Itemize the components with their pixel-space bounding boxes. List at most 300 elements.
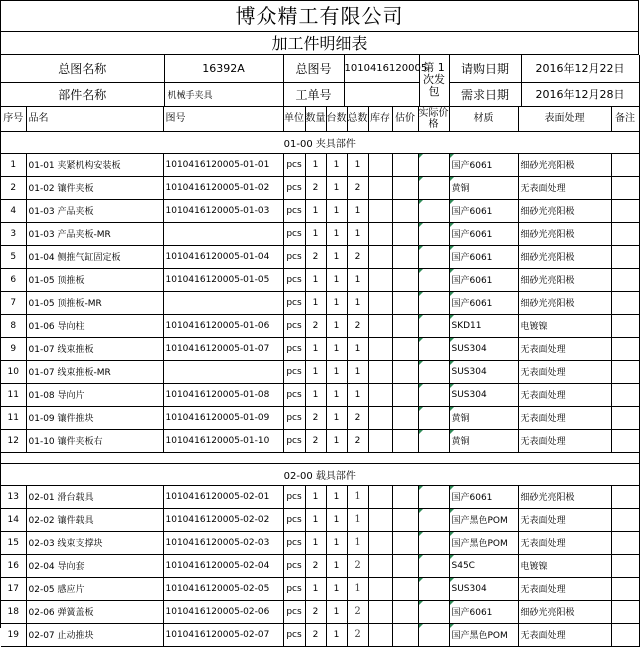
row-remark[interactable]	[611, 623, 639, 646]
row-drawing-number[interactable]: 1010416120005-02-04	[163, 554, 283, 577]
row-total[interactable]: 2	[347, 176, 368, 199]
row-stock[interactable]	[368, 554, 392, 577]
row-actual-price[interactable]	[418, 554, 449, 577]
row-estimate[interactable]	[392, 268, 418, 291]
row-seq: 11	[1, 383, 26, 406]
row-estimate[interactable]	[392, 291, 418, 314]
row-sets[interactable]: 1	[326, 176, 347, 199]
row-name[interactable]: 02-02 镶件载具	[26, 508, 163, 531]
row-estimate[interactable]	[392, 623, 418, 646]
row-unit[interactable]: pcs	[283, 360, 305, 383]
row-drawing-number[interactable]	[163, 222, 283, 245]
row-name[interactable]: 02-01 滑台载具	[26, 485, 163, 508]
row-qty[interactable]: 2	[305, 623, 326, 646]
row-material[interactable]: SUS304	[449, 383, 518, 406]
row-qty[interactable]: 2	[305, 176, 326, 199]
row-sets[interactable]: 1	[326, 153, 347, 176]
table-row[interactable]	[1, 222, 639, 245]
row-actual-price[interactable]	[418, 531, 449, 554]
row-unit[interactable]: pcs	[283, 577, 305, 600]
col-surface: 表面处理	[518, 107, 611, 132]
row-total[interactable]: 1	[347, 153, 368, 176]
row-sets[interactable]: 1	[326, 577, 347, 600]
row-estimate[interactable]	[392, 337, 418, 360]
row-total[interactable]: 2	[347, 554, 368, 577]
row-unit[interactable]: pcs	[283, 245, 305, 268]
row-drawing-number[interactable]: 1010416120005-01-02	[163, 176, 283, 199]
row-surface[interactable]: 细砂光亮阳极	[518, 245, 611, 268]
row-sets[interactable]: 1	[326, 383, 347, 406]
row-seq: 3	[1, 222, 26, 245]
row-drawing-number[interactable]	[163, 291, 283, 314]
row-unit[interactable]: pcs	[283, 268, 305, 291]
row-unit[interactable]: pcs	[283, 383, 305, 406]
row-stock[interactable]	[368, 531, 392, 554]
row-stock[interactable]	[368, 383, 392, 406]
row-qty[interactable]: 1	[305, 531, 326, 554]
table-row[interactable]	[1, 153, 639, 176]
row-name[interactable]: 01-07 线束推板-MR	[26, 360, 163, 383]
row-remark[interactable]	[611, 337, 639, 360]
row-estimate[interactable]	[392, 245, 418, 268]
row-stock[interactable]	[368, 360, 392, 383]
row-unit[interactable]: pcs	[283, 222, 305, 245]
row-qty[interactable]: 1	[305, 153, 326, 176]
row-seq: 19	[1, 623, 26, 646]
row-name[interactable]: 01-01 夹紧机构安装板	[26, 153, 163, 176]
row-qty[interactable]: 1	[305, 337, 326, 360]
row-name[interactable]: 01-03 产品夹板-MR	[26, 222, 163, 245]
row-total[interactable]: 1	[347, 291, 368, 314]
row-qty[interactable]: 2	[305, 314, 326, 337]
row-name[interactable]: 01-10 镶件夹板右	[26, 429, 163, 452]
row-stock[interactable]	[368, 222, 392, 245]
row-seq: 16	[1, 554, 26, 577]
row-drawing-number[interactable]: 1010416120005-01-08	[163, 383, 283, 406]
table-row[interactable]	[1, 623, 639, 646]
row-remark[interactable]	[611, 508, 639, 531]
row-drawing-number[interactable]: 1010416120005-01-09	[163, 406, 283, 429]
row-name[interactable]: 01-07 线束推板	[26, 337, 163, 360]
row-stock[interactable]	[368, 314, 392, 337]
row-drawing-number[interactable]: 1010416120005-01-05	[163, 268, 283, 291]
row-stock[interactable]	[368, 577, 392, 600]
row-sets[interactable]: 1	[326, 360, 347, 383]
assembly-name-value[interactable]: 16392A	[164, 55, 283, 82]
row-sets[interactable]: 1	[326, 600, 347, 623]
row-material[interactable]: 国产6061	[449, 153, 518, 176]
row-stock[interactable]	[368, 268, 392, 291]
row-seq: 9	[1, 337, 26, 360]
row-sets[interactable]: 1	[326, 406, 347, 429]
row-stock[interactable]	[368, 176, 392, 199]
row-unit[interactable]: pcs	[283, 485, 305, 508]
table-row[interactable]	[1, 268, 639, 291]
row-surface[interactable]: 无表面处理	[518, 360, 611, 383]
row-actual-price[interactable]	[418, 337, 449, 360]
row-sets[interactable]: 1	[326, 485, 347, 508]
row-qty[interactable]: 2	[305, 406, 326, 429]
row-material[interactable]: 国产6061	[449, 268, 518, 291]
row-stock[interactable]	[368, 485, 392, 508]
row-estimate[interactable]	[392, 314, 418, 337]
row-estimate[interactable]	[392, 153, 418, 176]
row-remark[interactable]	[611, 245, 639, 268]
row-qty[interactable]: 2	[305, 245, 326, 268]
row-drawing-number[interactable]: 1010416120005-02-03	[163, 531, 283, 554]
row-sets[interactable]: 1	[326, 508, 347, 531]
parts-table	[1, 107, 640, 647]
row-actual-price[interactable]	[418, 176, 449, 199]
row-qty[interactable]: 1	[305, 291, 326, 314]
row-remark[interactable]	[611, 531, 639, 554]
row-unit[interactable]: pcs	[283, 176, 305, 199]
row-estimate[interactable]	[392, 600, 418, 623]
row-sets[interactable]: 1	[326, 222, 347, 245]
row-stock[interactable]	[368, 337, 392, 360]
row-surface[interactable]: 细砂光亮阳极	[518, 153, 611, 176]
row-name[interactable]: 01-06 导向柱	[26, 314, 163, 337]
row-material[interactable]: 国产黑色POM	[449, 623, 518, 646]
row-seq: 2	[1, 176, 26, 199]
drawing-number-label: 总图号	[283, 55, 344, 82]
batch-number: 第 1 次发包	[419, 55, 449, 106]
row-sets[interactable]: 1	[326, 245, 347, 268]
row-surface[interactable]: 无表面处理	[518, 337, 611, 360]
row-total[interactable]: 2	[347, 429, 368, 452]
drawing-number-value[interactable]: 1010416120005	[344, 55, 419, 82]
row-seq: 13	[1, 485, 26, 508]
row-estimate[interactable]	[392, 429, 418, 452]
col-seq: 序号	[1, 107, 26, 132]
row-qty[interactable]: 1	[305, 485, 326, 508]
row-material[interactable]: SUS304	[449, 577, 518, 600]
row-estimate[interactable]	[392, 176, 418, 199]
row-estimate[interactable]	[392, 508, 418, 531]
row-sets[interactable]: 1	[326, 291, 347, 314]
table-row[interactable]	[1, 508, 639, 531]
table-row[interactable]	[1, 406, 639, 429]
row-qty[interactable]: 2	[305, 429, 326, 452]
table-row[interactable]	[1, 485, 639, 508]
row-actual-price[interactable]	[418, 199, 449, 222]
row-material[interactable]: 国产6061	[449, 485, 518, 508]
section-title: 02-00 载具部件	[1, 463, 639, 485]
row-surface[interactable]: 细砂光亮阳极	[518, 600, 611, 623]
row-material[interactable]: 国产6061	[449, 245, 518, 268]
row-sets[interactable]: 1	[326, 554, 347, 577]
row-actual-price[interactable]	[418, 314, 449, 337]
assembly-name-label: 总图名称	[1, 55, 164, 82]
row-remark[interactable]	[611, 577, 639, 600]
row-material[interactable]: SUS304	[449, 337, 518, 360]
row-material[interactable]: 国产6061	[449, 199, 518, 222]
row-qty[interactable]: 1	[305, 199, 326, 222]
table-row[interactable]	[1, 245, 639, 268]
work-order-value[interactable]	[344, 82, 419, 106]
row-surface[interactable]: 无表面处理	[518, 176, 611, 199]
row-name[interactable]: 01-05 顶推板	[26, 268, 163, 291]
row-sets[interactable]: 1	[326, 429, 347, 452]
row-sets[interactable]: 1	[326, 337, 347, 360]
row-stock[interactable]	[368, 406, 392, 429]
row-material[interactable]: 国产6061	[449, 222, 518, 245]
row-drawing-number[interactable]: 1010416120005-02-05	[163, 577, 283, 600]
part-name-value[interactable]: 机械手夹具	[164, 82, 283, 106]
row-material[interactable]: 黄铜	[449, 429, 518, 452]
row-name[interactable]: 02-03 线束支撑块	[26, 531, 163, 554]
row-surface[interactable]: 无表面处理	[518, 531, 611, 554]
table-row[interactable]	[1, 176, 639, 199]
row-total[interactable]: 2	[347, 314, 368, 337]
row-estimate[interactable]	[392, 577, 418, 600]
col-drawing: 图号	[163, 107, 283, 132]
header-info-table	[1, 55, 640, 107]
row-actual-price[interactable]	[418, 623, 449, 646]
row-total[interactable]: 2	[347, 245, 368, 268]
row-estimate[interactable]	[392, 199, 418, 222]
row-stock[interactable]	[368, 429, 392, 452]
row-surface[interactable]: 电镀镍	[518, 554, 611, 577]
row-remark[interactable]	[611, 153, 639, 176]
row-name[interactable]: 01-02 镶件夹板	[26, 176, 163, 199]
row-material[interactable]: SUS304	[449, 360, 518, 383]
row-unit[interactable]: pcs	[283, 199, 305, 222]
row-qty[interactable]: 1	[305, 222, 326, 245]
row-estimate[interactable]	[392, 222, 418, 245]
row-material[interactable]: 国产黑色POM	[449, 508, 518, 531]
row-drawing-number[interactable]	[163, 360, 283, 383]
row-drawing-number[interactable]: 1010416120005-02-02	[163, 508, 283, 531]
row-unit[interactable]: pcs	[283, 623, 305, 646]
row-actual-price[interactable]	[418, 383, 449, 406]
row-stock[interactable]	[368, 199, 392, 222]
row-stock[interactable]	[368, 291, 392, 314]
row-actual-price[interactable]	[418, 600, 449, 623]
row-name[interactable]: 01-05 顶推板-MR	[26, 291, 163, 314]
col-actual-price: 实际价格	[418, 107, 449, 130]
col-sets: 台数	[326, 107, 347, 132]
row-total[interactable]: 1	[347, 268, 368, 291]
row-drawing-number[interactable]: 1010416120005-01-06	[163, 314, 283, 337]
row-remark[interactable]	[611, 360, 639, 383]
row-total[interactable]: 1	[347, 508, 368, 531]
row-drawing-number[interactable]: 1010416120005-02-06	[163, 600, 283, 623]
row-unit[interactable]: pcs	[283, 429, 305, 452]
row-unit[interactable]: pcs	[283, 554, 305, 577]
row-stock[interactable]	[368, 623, 392, 646]
row-seq: 18	[1, 600, 26, 623]
row-remark[interactable]	[611, 600, 639, 623]
row-drawing-number[interactable]: 1010416120005-01-07	[163, 337, 283, 360]
row-unit[interactable]: pcs	[283, 153, 305, 176]
row-seq: 11	[1, 406, 26, 429]
col-remark: 备注	[611, 107, 639, 132]
row-remark[interactable]	[611, 222, 639, 245]
row-unit[interactable]: pcs	[283, 531, 305, 554]
row-stock[interactable]	[368, 153, 392, 176]
row-estimate[interactable]	[392, 485, 418, 508]
row-stock[interactable]	[368, 245, 392, 268]
table-row[interactable]	[1, 337, 639, 360]
row-material[interactable]: SKD11	[449, 314, 518, 337]
table-row[interactable]	[1, 383, 639, 406]
row-remark[interactable]	[611, 314, 639, 337]
row-actual-price[interactable]	[418, 360, 449, 383]
row-name[interactable]: 01-04 侧推气缸固定板	[26, 245, 163, 268]
table-row[interactable]	[1, 199, 639, 222]
table-row[interactable]	[1, 314, 639, 337]
row-seq: 6	[1, 268, 26, 291]
row-remark[interactable]	[611, 176, 639, 199]
row-actual-price[interactable]	[418, 485, 449, 508]
row-seq: 1	[1, 153, 26, 176]
row-name[interactable]: 01-09 镶件推块	[26, 406, 163, 429]
section-title: 01-00 夹具部件	[1, 131, 639, 153]
row-qty[interactable]: 2	[305, 600, 326, 623]
row-surface[interactable]: 细砂光亮阳极	[518, 222, 611, 245]
row-sets[interactable]: 1	[326, 531, 347, 554]
row-remark[interactable]	[611, 268, 639, 291]
row-surface[interactable]: 无表面处理	[518, 406, 611, 429]
row-surface[interactable]: 细砂光亮阳极	[518, 291, 611, 314]
row-seq: 14	[1, 508, 26, 531]
row-name[interactable]: 02-07 止动推块	[26, 623, 163, 646]
row-remark[interactable]	[611, 554, 639, 577]
table-row[interactable]	[1, 554, 639, 577]
row-material[interactable]: S45C	[449, 554, 518, 577]
row-total[interactable]: 1	[347, 360, 368, 383]
row-total[interactable]: 2	[347, 623, 368, 646]
row-qty[interactable]: 1	[305, 383, 326, 406]
row-name[interactable]: 02-04 导向套	[26, 554, 163, 577]
row-actual-price[interactable]	[418, 153, 449, 176]
row-qty[interactable]: 1	[305, 268, 326, 291]
purchase-date-label: 请购日期	[449, 55, 521, 82]
row-material[interactable]: 黄铜	[449, 406, 518, 429]
row-sets[interactable]: 1	[326, 314, 347, 337]
row-drawing-number[interactable]: 1010416120005-02-07	[163, 623, 283, 646]
row-qty[interactable]: 1	[305, 508, 326, 531]
row-sets[interactable]: 1	[326, 199, 347, 222]
row-remark[interactable]	[611, 429, 639, 452]
row-actual-price[interactable]	[418, 429, 449, 452]
row-surface[interactable]: 无表面处理	[518, 623, 611, 646]
row-drawing-number[interactable]: 1010416120005-01-04	[163, 245, 283, 268]
row-seq: 7	[1, 291, 26, 314]
document-title: 加工件明细表	[1, 32, 639, 55]
row-material[interactable]: 国产6061	[449, 600, 518, 623]
row-total[interactable]: 2	[347, 600, 368, 623]
work-order-label: 工单号	[283, 82, 344, 106]
row-total[interactable]: 1	[347, 199, 368, 222]
row-unit[interactable]: pcs	[283, 600, 305, 623]
row-unit[interactable]: pcs	[283, 508, 305, 531]
row-remark[interactable]	[611, 291, 639, 314]
row-estimate[interactable]	[392, 531, 418, 554]
table-row[interactable]	[1, 577, 639, 600]
purchase-date-value[interactable]: 2016年12月22日	[521, 55, 639, 82]
row-remark[interactable]	[611, 199, 639, 222]
row-actual-price[interactable]	[418, 508, 449, 531]
row-name[interactable]: 02-05 感应片	[26, 577, 163, 600]
row-qty[interactable]: 2	[305, 554, 326, 577]
row-total[interactable]: 1	[347, 222, 368, 245]
table-row[interactable]	[1, 360, 639, 383]
row-qty[interactable]: 1	[305, 360, 326, 383]
row-seq: 12	[1, 429, 26, 452]
table-row[interactable]	[1, 291, 639, 314]
row-sets[interactable]: 1	[326, 623, 347, 646]
row-surface[interactable]: 无表面处理	[518, 429, 611, 452]
row-seq: 10	[1, 360, 26, 383]
row-unit[interactable]: pcs	[283, 291, 305, 314]
row-unit[interactable]: pcs	[283, 314, 305, 337]
row-surface[interactable]: 细砂光亮阳极	[518, 268, 611, 291]
row-drawing-number[interactable]: 1010416120005-01-10	[163, 429, 283, 452]
table-row[interactable]	[1, 531, 639, 554]
row-surface[interactable]: 细砂光亮阳极	[518, 199, 611, 222]
row-surface[interactable]: 无表面处理	[518, 577, 611, 600]
row-estimate[interactable]	[392, 406, 418, 429]
section-header-row	[1, 463, 639, 485]
row-remark[interactable]	[611, 383, 639, 406]
row-drawing-number[interactable]: 1010416120005-01-03	[163, 199, 283, 222]
row-estimate[interactable]	[392, 383, 418, 406]
row-sets[interactable]: 1	[326, 268, 347, 291]
row-actual-price[interactable]	[418, 577, 449, 600]
row-material[interactable]: 国产黑色POM	[449, 531, 518, 554]
row-actual-price[interactable]	[418, 268, 449, 291]
row-drawing-number[interactable]: 1010416120005-01-01	[163, 153, 283, 176]
row-name[interactable]: 02-06 弹簧盖板	[26, 600, 163, 623]
row-unit[interactable]: pcs	[283, 337, 305, 360]
row-remark[interactable]	[611, 406, 639, 429]
row-stock[interactable]	[368, 600, 392, 623]
row-surface[interactable]: 无表面处理	[518, 508, 611, 531]
col-total: 总数	[347, 107, 368, 132]
row-actual-price[interactable]	[418, 245, 449, 268]
row-total[interactable]: 1	[347, 337, 368, 360]
row-unit[interactable]: pcs	[283, 406, 305, 429]
row-remark[interactable]	[611, 485, 639, 508]
row-actual-price[interactable]	[418, 291, 449, 314]
table-row[interactable]	[1, 429, 639, 452]
row-actual-price[interactable]	[418, 406, 449, 429]
table-row[interactable]	[1, 600, 639, 623]
row-material[interactable]: 黄铜	[449, 176, 518, 199]
row-surface[interactable]: 无表面处理	[518, 383, 611, 406]
section-spacer-cell	[1, 452, 639, 463]
row-stock[interactable]	[368, 508, 392, 531]
row-total[interactable]: 2	[347, 406, 368, 429]
row-total[interactable]: 1	[347, 531, 368, 554]
row-surface[interactable]: 电镀镍	[518, 314, 611, 337]
row-actual-price[interactable]	[418, 222, 449, 245]
row-surface[interactable]: 细砂光亮阳极	[518, 485, 611, 508]
row-drawing-number[interactable]: 1010416120005-02-01	[163, 485, 283, 508]
row-name[interactable]: 01-03 产品夹板	[26, 199, 163, 222]
row-total[interactable]: 1	[347, 383, 368, 406]
row-material[interactable]: 国产6061	[449, 291, 518, 314]
row-estimate[interactable]	[392, 360, 418, 383]
row-name[interactable]: 01-08 导向片	[26, 383, 163, 406]
row-total[interactable]: 1	[347, 485, 368, 508]
row-qty[interactable]: 1	[305, 577, 326, 600]
row-estimate[interactable]	[392, 554, 418, 577]
row-total[interactable]: 1	[347, 577, 368, 600]
demand-date-value[interactable]: 2016年12月28日	[521, 82, 639, 106]
